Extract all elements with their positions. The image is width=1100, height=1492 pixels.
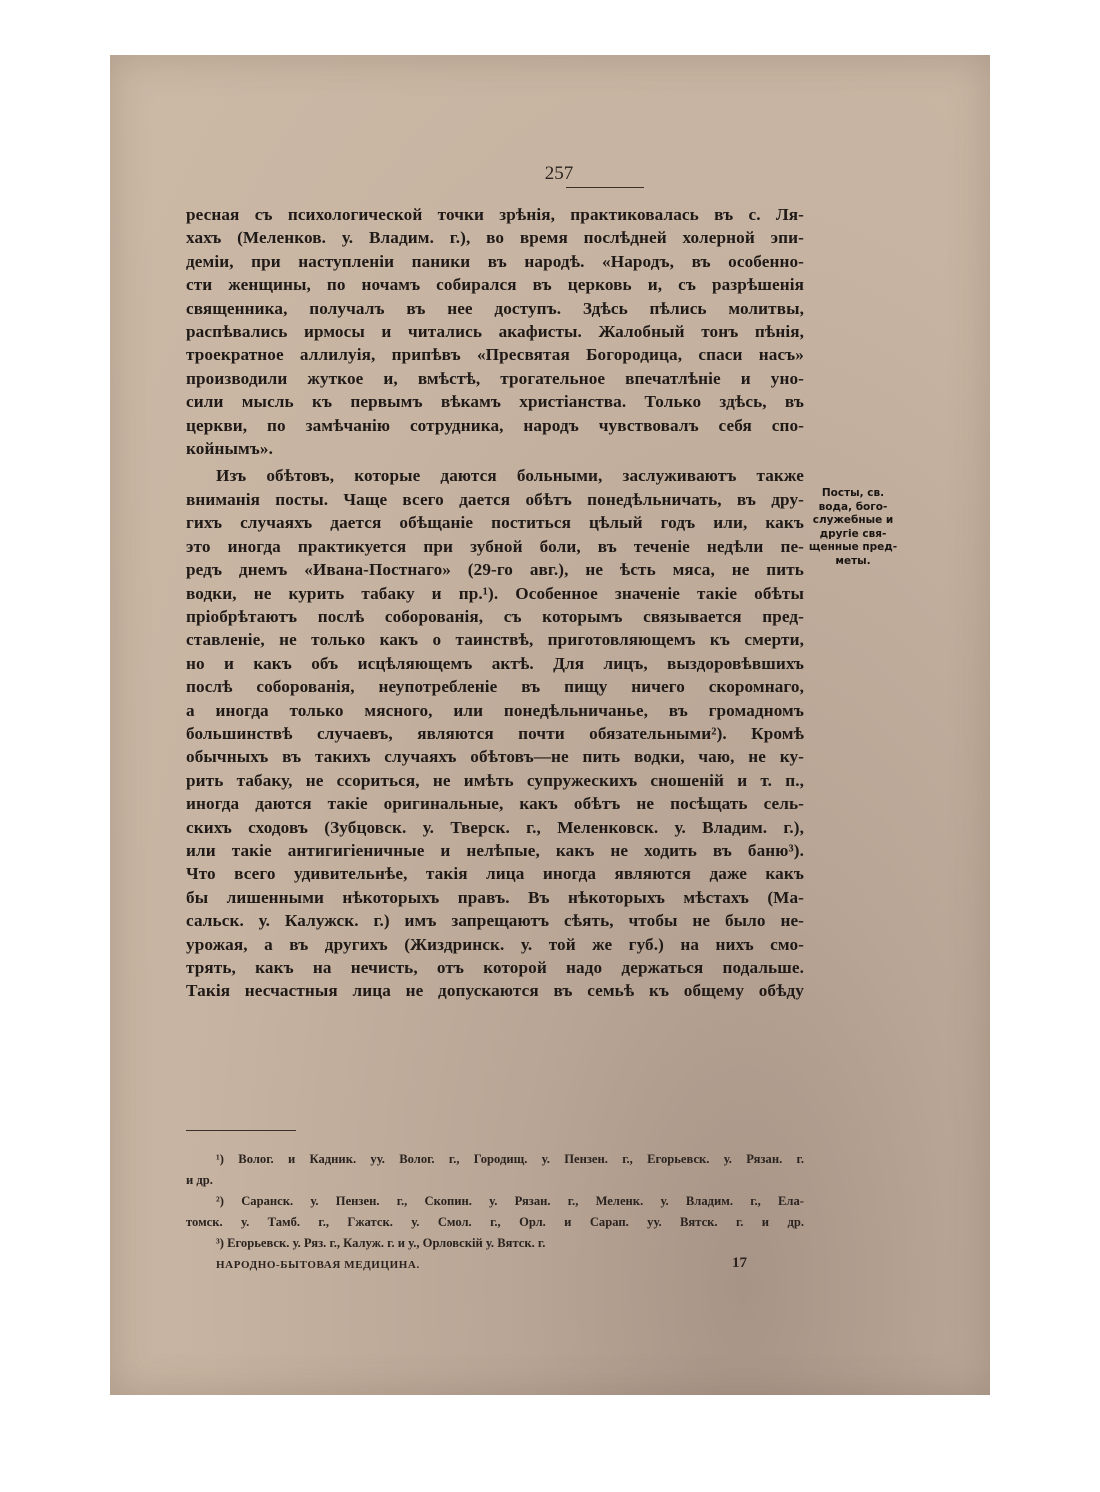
running-footer: НАРОДНО-БЫТОВАЯ МЕДИЦИНА. <box>216 1259 420 1271</box>
body-line: сили мысль къ первымъ вѣкамъ христіанства. Только здѣсь, въ <box>186 392 804 412</box>
body-line: обычныхъ въ такихъ случаяхъ обѣтовъ—не пить водки, чаю, не ку- <box>186 747 804 767</box>
body-line: большинствѣ случаевъ, являются почти обязательными²). Кромѣ <box>186 723 804 743</box>
footnote-line: ²) Саранск. у. Пензен. г., Скопин. у. Рязан. г., Меленк. у. Владим. г., Ела- <box>216 1194 804 1208</box>
footnotes <box>186 1149 804 1254</box>
body-line: редъ днемъ «Ивана-Постнаго» (29-го авг.), не ѣсть мяса, не пить <box>186 560 804 580</box>
body-line: священника, получалъ въ нее доступъ. Здѣсь пѣлись молитвы, <box>186 298 804 318</box>
body-line: трять, какъ на нечисть, отъ которой надо держаться подальше. <box>186 958 804 977</box>
body-line: деміи, при наступленіи паники въ народѣ. «Народъ, въ особенно- <box>186 251 804 271</box>
margin-note-line: щенные пред- <box>808 541 898 553</box>
margin-note-line: Посты, св. <box>821 487 885 499</box>
body-line: Изъ обѣтовъ, которые даются больными, заслуживаютъ также <box>216 466 804 486</box>
body-line: церкви, по замѣчанію сотрудника, народъ чувствовалъ себя спо- <box>186 415 804 435</box>
body-line: водки, не курить табаку и пр.¹). Особенное значеніе такіе обѣты <box>186 583 804 603</box>
body-line: рить табаку, не ссориться, не имѣть супружескихъ сношеній и т. п., <box>186 770 804 790</box>
body-line: скихъ сходовъ (Зубцовск. у. Тверск. г., Меленковск. у. Владим. г.), <box>186 817 804 837</box>
margin-note <box>804 487 902 568</box>
body-line: производили жуткое и, вмѣстѣ, трогательное впечатлѣніе и уно- <box>186 368 804 388</box>
body-line: а иногда только мясного, или понедѣльничанье, въ громадномъ <box>186 700 804 720</box>
body-line: Такія несчастныя лица не допускаются въ семьѣ къ общему обѣду <box>186 981 804 1001</box>
body-line: урожая, а въ другихъ (Жиздринск. у. той же губ.) на нихъ смо- <box>186 934 804 954</box>
margin-note-line: другіе свя- <box>819 527 887 540</box>
footnote-line: ³) Егорьевск. у. Ряз. г., Калуж. г. и у., Орловскій у. Вятск. г. <box>216 1236 546 1250</box>
body-line: распѣвались ирмосы и читались акафисты. Жалобный тонъ пѣнія, <box>186 322 804 342</box>
body-text <box>186 203 804 1003</box>
body-line: гихъ случаяхъ дается обѣщаніе поститься цѣлый годъ или, какъ <box>186 513 804 533</box>
body-line: ресная съ психологической точки зрѣнія, практиковалась въ с. Ля- <box>186 205 804 224</box>
body-line: Что всего удивительнѣе, такія лица иногда являются даже какъ <box>186 864 804 884</box>
margin-note-line: меты. <box>835 554 871 567</box>
body-line: это иногда практикуется при зубной боли, въ теченіе недѣли пе- <box>186 536 804 556</box>
body-line: троекратное аллилуія, припѣвъ «Пресвятая Богородица, спаси насъ» <box>186 345 804 365</box>
footnote-rule <box>186 1130 296 1131</box>
body-line: сальск. у. Калужск. г.) имъ запрещаютъ сѣять, чтобы не было не- <box>186 911 804 931</box>
footnote-line: и др. <box>186 1173 213 1187</box>
body-line: сти женщины, по ночамъ собирался въ церковь и, съ разрѣшенія <box>186 275 804 295</box>
footnote-line: ¹) Волог. и Кадник. уу. Волог. г., Городищ. у. Пензен. г., Егорьевск. у. Рязан. г. <box>216 1152 804 1166</box>
scanned-page <box>110 55 990 1395</box>
margin-note-line: вода, бого- <box>818 500 888 513</box>
page-number: 257 <box>544 163 574 184</box>
margin-note-line: служебные и <box>812 514 894 526</box>
body-line: бы лишенными нѣкоторыхъ правъ. Въ нѣкоторыхъ мѣстахъ (Ма- <box>186 887 804 907</box>
body-line: но и какъ объ исцѣляющемъ актѣ. Для лицъ, выздоровѣвшихъ <box>186 653 804 673</box>
body-line: ставленіе, не только какъ о таинствѣ, приготовляющемъ къ смерти, <box>186 630 804 650</box>
signature-number: 17 <box>732 1255 747 1271</box>
body-line: вниманія посты. Чаще всего дается обѣтъ понедѣльничать, въ дру- <box>186 489 804 509</box>
body-line: койнымъ». <box>186 439 274 459</box>
page-number-rule <box>566 187 644 188</box>
body-line: или такіе антигигіеничные и нелѣпые, какъ не ходить въ баню³). <box>186 840 804 860</box>
footnote-line: томск. у. Тамб. г., Гжатск. у. Смол. г., Орл. и Сарап. уу. Вятск. г. и др. <box>186 1215 804 1229</box>
body-line: хахъ (Меленков. у. Владим. г.), во время послѣдней холерной эпи- <box>186 228 804 248</box>
body-line: послѣ соборованія, неупотребленіе въ пищу ничего скоромнаго, <box>186 677 804 697</box>
body-line: иногда даются такіе оригинальные, какъ обѣтъ не посѣщать сель- <box>186 794 804 814</box>
body-line: пріобрѣтаютъ послѣ соборованія, съ которымъ связывается пред- <box>186 606 804 626</box>
